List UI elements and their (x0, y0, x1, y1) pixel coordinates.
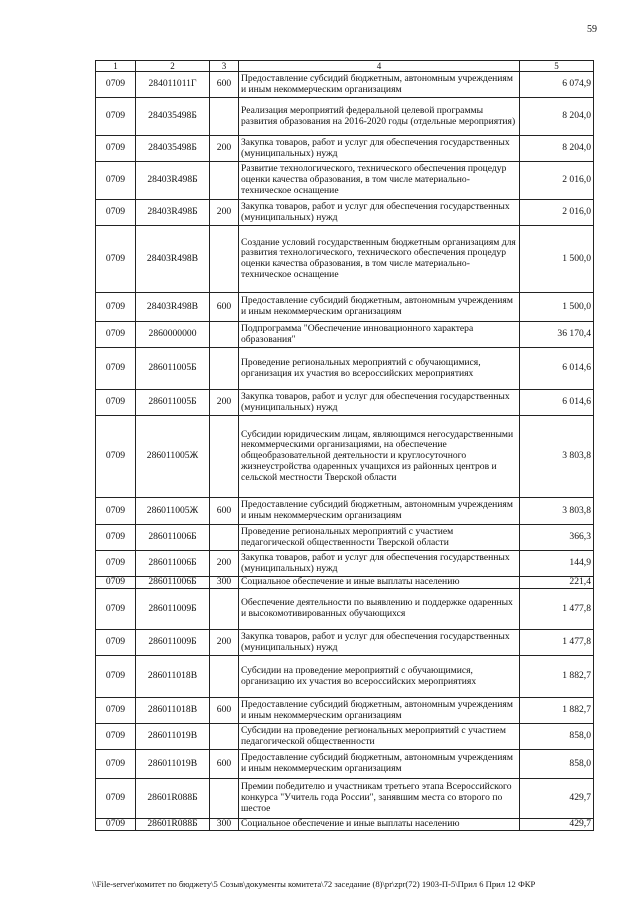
description-cell: Подпрограмма "Обеспечение инновационного характера образования" (239, 322, 520, 348)
expense-type-cell: 600 (210, 498, 239, 525)
table-row (96, 698, 594, 724)
section-code-cell: 0709 (96, 348, 136, 390)
description-cell: Социальное обеспечение и иные выплаты населению (239, 819, 520, 831)
amount-cell: 858,0 (520, 750, 594, 779)
column-number-row (96, 61, 594, 72)
table-row (96, 416, 594, 498)
target-article-cell: 28403R498Б (136, 200, 210, 226)
expense-type-cell: 600 (210, 293, 239, 322)
amount-cell: 1 882,7 (520, 656, 594, 698)
table-row (96, 293, 594, 322)
expense-type-cell: 200 (210, 630, 239, 656)
section-code-cell: 0709 (96, 779, 136, 819)
section-code-cell: 0709 (96, 416, 136, 498)
expense-type-cell: 600 (210, 698, 239, 724)
description-cell: Закупка товаров, работ и услуг для обеспечения государственных (муниципальных) нужд (239, 630, 520, 656)
expense-type-cell: 200 (210, 390, 239, 416)
target-article-cell: 286011018В (136, 698, 210, 724)
description-cell: Субсидии юридическим лицам, являющимся негосударственными некоммерческими организациями, на обеспечение общеобразовательной деятельности и круглосуточного жизнеустройства одаренных учащихся из районных центров и сельской местности Тверской области (239, 416, 520, 498)
section-code-cell: 0709 (96, 200, 136, 226)
table-row (96, 779, 594, 819)
amount-cell: 366,3 (520, 525, 594, 551)
section-code-cell: 0709 (96, 551, 136, 577)
target-article-cell: 286011006Б (136, 577, 210, 589)
amount-cell: 1 500,0 (520, 226, 594, 293)
table-row (96, 136, 594, 162)
expense-type-cell: 300 (210, 577, 239, 589)
table-row (96, 750, 594, 779)
table-row (96, 226, 594, 293)
target-article-cell: 286011009Б (136, 630, 210, 656)
amount-cell: 2 016,0 (520, 200, 594, 226)
table-row (96, 348, 594, 390)
target-article-cell: 286011005Б (136, 390, 210, 416)
description-cell: Закупка товаров, работ и услуг для обеспечения государственных (муниципальных) нужд (239, 200, 520, 226)
section-code-cell: 0709 (96, 589, 136, 630)
amount-cell: 1 882,7 (520, 698, 594, 724)
table-row (96, 498, 594, 525)
target-article-cell: 286011005Б (136, 348, 210, 390)
description-cell: Создание условий государственным бюджетным организациям для развития технологического, технического обеспечения процедур оценки качества образования, в том числе материально-техническое оснащение (239, 226, 520, 293)
expense-type-cell (210, 525, 239, 551)
table-row (96, 525, 594, 551)
target-article-cell: 286011009Б (136, 589, 210, 630)
expense-type-cell: 200 (210, 551, 239, 577)
amount-cell: 6 014,6 (520, 348, 594, 390)
amount-cell: 8 204,0 (520, 136, 594, 162)
expense-type-cell (210, 416, 239, 498)
amount-cell: 858,0 (520, 724, 594, 750)
table-row (96, 200, 594, 226)
target-article-cell: 28403R498В (136, 226, 210, 293)
table-row (96, 589, 594, 630)
target-article-cell: 28403R498Б (136, 162, 210, 200)
description-cell: Закупка товаров, работ и услуг для обеспечения государственных (муниципальных) нужд (239, 551, 520, 577)
column-number: 4 (239, 61, 520, 72)
expense-type-cell: 300 (210, 819, 239, 831)
description-cell: Развитие технологического, технического обеспечения процедур оценки качества образования, в том числе материально-техническое оснащение (239, 162, 520, 200)
target-article-cell: 284011011Г (136, 72, 210, 98)
amount-cell: 1 477,8 (520, 589, 594, 630)
expense-type-cell (210, 589, 239, 630)
amount-cell: 8 204,0 (520, 98, 594, 136)
section-code-cell: 0709 (96, 162, 136, 200)
expense-type-cell (210, 656, 239, 698)
target-article-cell: 286011005Ж (136, 498, 210, 525)
table-row (96, 551, 594, 577)
amount-cell: 429,7 (520, 819, 594, 831)
section-code-cell: 0709 (96, 577, 136, 589)
description-cell: Субсидии на проведение мероприятий с обучающимися, организацию их участия во всероссийских мероприятиях (239, 656, 520, 698)
section-code-cell: 0709 (96, 322, 136, 348)
column-number: 1 (96, 61, 136, 72)
target-article-cell: 286011006Б (136, 525, 210, 551)
amount-cell: 144,9 (520, 551, 594, 577)
target-article-cell: 286011018В (136, 656, 210, 698)
file-path-footer: \\File-server\комитет по бюджету\5 Созыв\документы комитета\72 заседание (8)\pr\zpr(72) 1903-П-5\Прил 6 Прил 12 ФКР (92, 879, 536, 889)
target-article-cell: 286011019В (136, 750, 210, 779)
amount-cell: 36 170,4 (520, 322, 594, 348)
target-article-cell: 284035498Б (136, 136, 210, 162)
expense-type-cell: 200 (210, 200, 239, 226)
amount-cell: 2 016,0 (520, 162, 594, 200)
section-code-cell: 0709 (96, 656, 136, 698)
target-article-cell: 28601R088Б (136, 819, 210, 831)
expense-type-cell (210, 348, 239, 390)
section-code-cell: 0709 (96, 293, 136, 322)
section-code-cell: 0709 (96, 525, 136, 551)
section-code-cell: 0709 (96, 136, 136, 162)
section-code-cell: 0709 (96, 750, 136, 779)
target-article-cell: 286011006Б (136, 551, 210, 577)
section-code-cell: 0709 (96, 72, 136, 98)
table-row (96, 162, 594, 200)
expense-type-cell: 200 (210, 136, 239, 162)
section-code-cell: 0709 (96, 226, 136, 293)
amount-cell: 1 500,0 (520, 293, 594, 322)
expense-type-cell: 600 (210, 72, 239, 98)
section-code-cell: 0709 (96, 698, 136, 724)
budget-table (95, 60, 594, 831)
description-cell: Закупка товаров, работ и услуг для обеспечения государственных (муниципальных) нужд (239, 390, 520, 416)
column-number: 5 (520, 61, 594, 72)
amount-cell: 6 074,9 (520, 72, 594, 98)
description-cell: Социальное обеспечение и иные выплаты населению (239, 577, 520, 589)
description-cell: Проведение региональных мероприятий с обучающимися, организация их участия во всероссийских мероприятиях (239, 348, 520, 390)
description-cell: Реализация мероприятий федеральной целевой программы развития образования на 2016-2020 годы (отдельные мероприятия) (239, 98, 520, 136)
column-number: 2 (136, 61, 210, 72)
target-article-cell: 28403R498В (136, 293, 210, 322)
table-row (96, 577, 594, 589)
table-row (96, 390, 594, 416)
target-article-cell: 286011019В (136, 724, 210, 750)
target-article-cell: 284035498Б (136, 98, 210, 136)
amount-cell: 1 477,8 (520, 630, 594, 656)
expense-type-cell (210, 226, 239, 293)
description-cell: Закупка товаров, работ и услуг для обеспечения государственных (муниципальных) нужд (239, 136, 520, 162)
description-cell: Предоставление субсидий бюджетным, автономным учреждениям и иным некоммерческим организациям (239, 698, 520, 724)
expense-type-cell (210, 322, 239, 348)
target-article-cell: 286011005Ж (136, 416, 210, 498)
expense-type-cell (210, 162, 239, 200)
description-cell: Проведение региональных мероприятий с участием педагогической общественности Тверской области (239, 525, 520, 551)
description-cell: Предоставление субсидий бюджетным, автономным учреждениям и иным некоммерческим организациям (239, 498, 520, 525)
target-article-cell: 2860000000 (136, 322, 210, 348)
table-row (96, 72, 594, 98)
description-cell: Предоставление субсидий бюджетным, автономным учреждениям и иным некоммерческим организациям (239, 750, 520, 779)
column-number: 3 (210, 61, 239, 72)
page-number: 59 (587, 24, 597, 35)
section-code-cell: 0709 (96, 390, 136, 416)
amount-cell: 6 014,6 (520, 390, 594, 416)
description-cell: Предоставление субсидий бюджетным, автономным учреждениям и иным некоммерческим организациям (239, 293, 520, 322)
expense-type-cell (210, 779, 239, 819)
section-code-cell: 0709 (96, 724, 136, 750)
table-row (96, 724, 594, 750)
amount-cell: 3 803,8 (520, 498, 594, 525)
description-cell: Обеспечение деятельности по выявлению и поддержке одаренных и высокомотивированных обучающихся (239, 589, 520, 630)
expense-type-cell: 600 (210, 750, 239, 779)
table-row (96, 630, 594, 656)
target-article-cell: 28601R088Б (136, 779, 210, 819)
section-code-cell: 0709 (96, 819, 136, 831)
amount-cell: 429,7 (520, 779, 594, 819)
table-row (96, 322, 594, 348)
table-row (96, 98, 594, 136)
section-code-cell: 0709 (96, 98, 136, 136)
description-cell: Предоставление субсидий бюджетным, автономным учреждениям и иным некоммерческим организациям (239, 72, 520, 98)
expense-type-cell (210, 98, 239, 136)
description-cell: Премии победителю и участникам третьего этапа Всероссийского конкурса "Учитель года России", занявшим места со второго по шестое (239, 779, 520, 819)
expense-type-cell (210, 724, 239, 750)
table-row (96, 656, 594, 698)
section-code-cell: 0709 (96, 498, 136, 525)
amount-cell: 221,4 (520, 577, 594, 589)
section-code-cell: 0709 (96, 630, 136, 656)
amount-cell: 3 803,8 (520, 416, 594, 498)
description-cell: Субсидии на проведение региональных мероприятий с участием педагогической общественности (239, 724, 520, 750)
table-row (96, 819, 594, 831)
